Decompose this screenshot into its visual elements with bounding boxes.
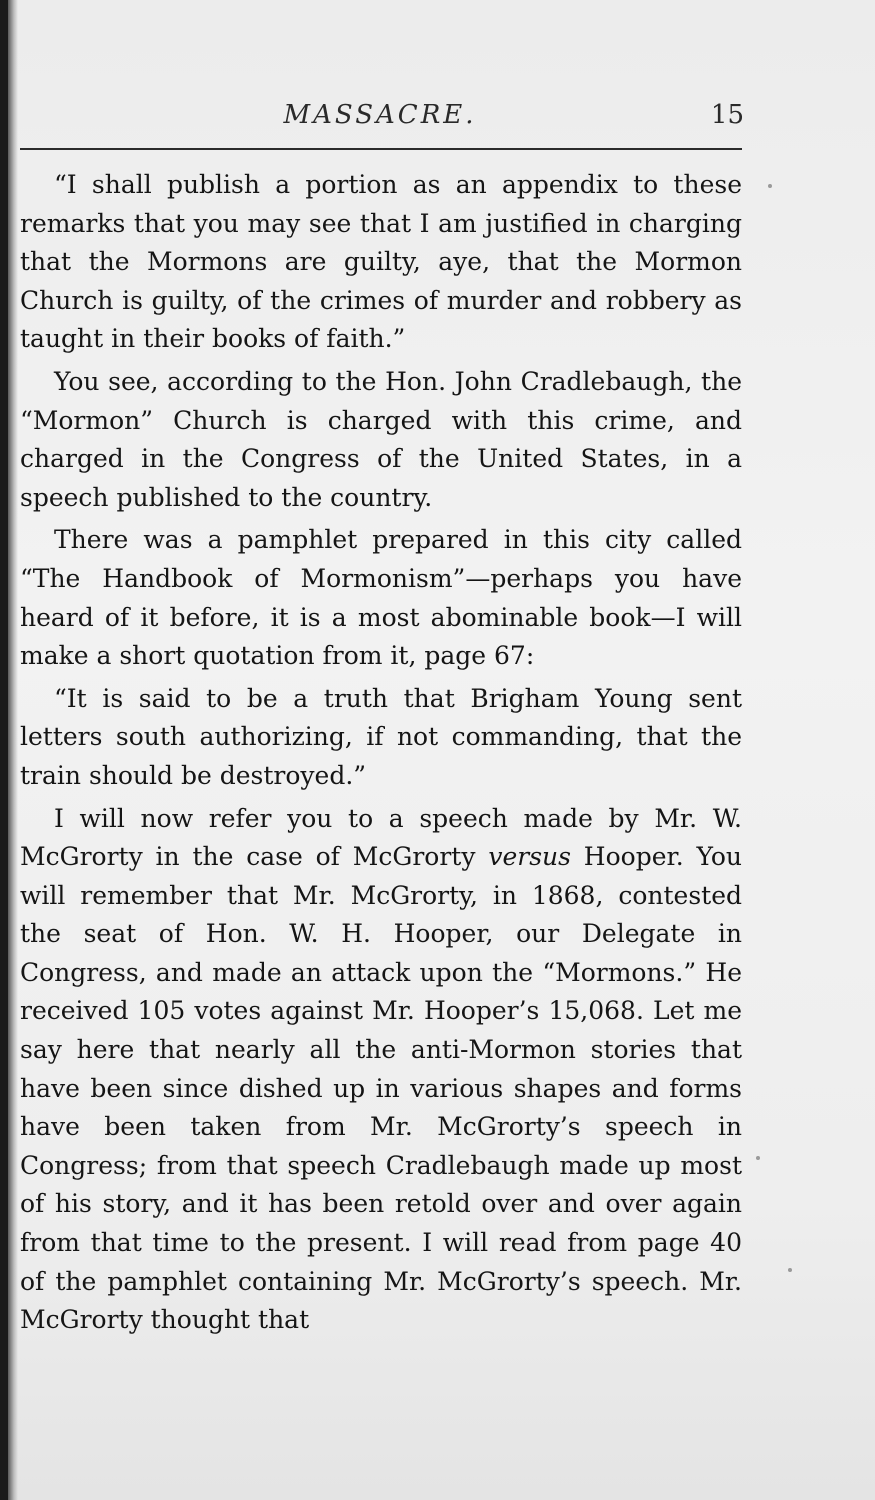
running-title: MASSACRE. <box>283 100 477 130</box>
body-text <box>20 166 742 1344</box>
header-rule <box>20 148 742 150</box>
page-binding-edge <box>8 0 18 1500</box>
paragraph-3: There was a pamphlet prepared in this city called “The Handbook of Mormonism”—perhaps you have heard of it before, it is a most abominable book—I will make a short quotation from it, page 67: <box>20 525 742 671</box>
running-head <box>20 96 744 136</box>
book-page <box>8 0 875 1500</box>
scan-speck <box>756 1156 760 1160</box>
scan-speck <box>788 1268 792 1272</box>
paragraph-5-part-1: I will now refer you to a speech made by Mr. W. McGrorty in the case of McGrorty <box>20 803 742 872</box>
paragraph-5 <box>20 800 742 1340</box>
paragraph-2: You see, according to the Hon. John Cradlebaugh, the “Mormon” Church is charged with this crime, and charged in the Congress of the United States, in a speech published to the country. <box>20 366 742 512</box>
paragraph-1: “I shall publish a portion as an appendix to these remarks that you may see that I am justified in charging that the Mormons are guilty, aye, that the Mormon Church is guilty, of the crimes of murder and robbery as taught in their books of faith.” <box>20 170 742 354</box>
paragraph-5-part-2: Hooper. You will remember that Mr. McGrorty, in 1868, contested the seat of Hon. W. H. Hooper, our Delegate in Congress, and made an attack upon the “Mormons.” He received 105 votes against Mr. Hooper’s 15,068. Let me say here that nearly all the anti-Mormon stories that have been since dished up in various shapes and forms have been taken from Mr. McGrorty’s speech in Congress; from that speech Cradlebaugh made up most of his story, and it has been retold over and over again from that time to the present. I will read from page 40 of the pamphlet containing Mr. McGrorty’s speech. Mr. McGrorty thought that <box>20 842 742 1335</box>
paragraph-4: “It is said to be a truth that Brigham Young sent letters south authorizing, if not commanding, that the train should be destroyed.” <box>20 683 742 790</box>
page-number: 15 <box>710 100 744 130</box>
paragraph-5-italic: versus <box>488 842 571 872</box>
scan-speck <box>768 184 772 188</box>
